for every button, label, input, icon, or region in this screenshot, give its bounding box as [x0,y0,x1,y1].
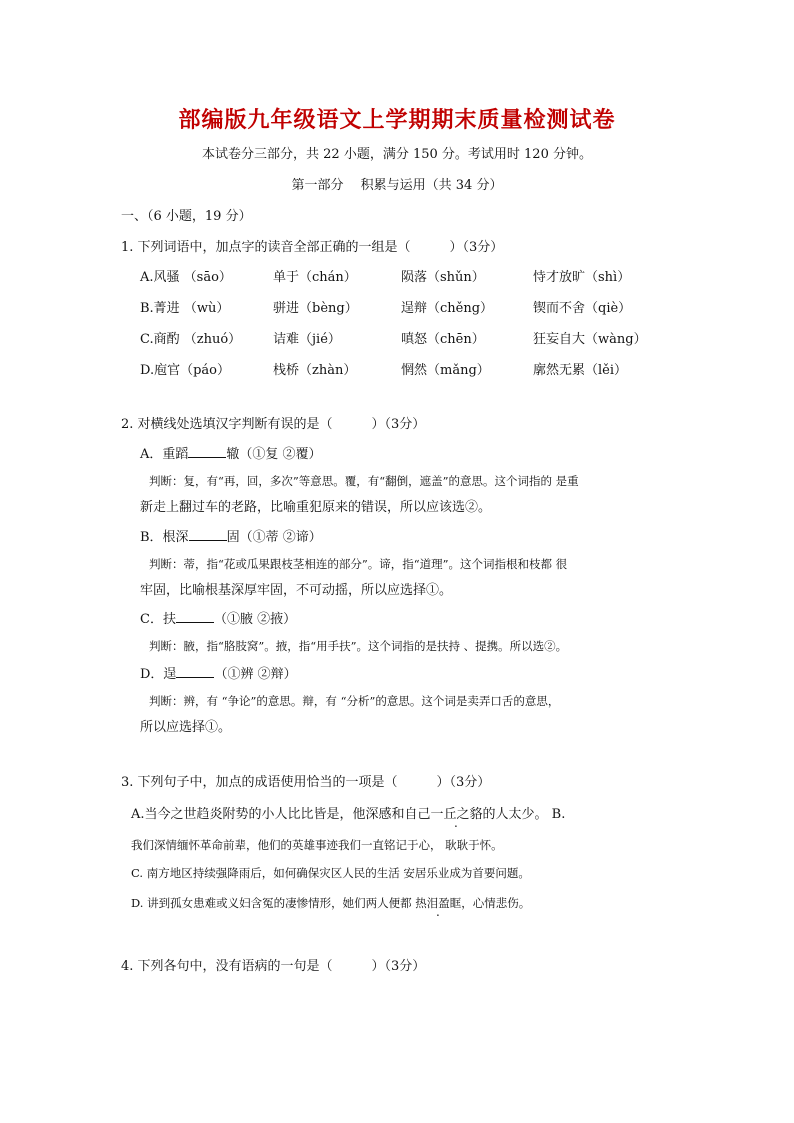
q1-option-c-1: C.商酌 （zhuó） [140,332,242,347]
q2-option-c [140,609,296,629]
q2-option-b-tail: 固（①蒂 ②谛） [226,530,322,545]
q2-option-d-tail: （①辨 ②辩） [214,667,297,682]
q2-judgment-a-line1: 判断：复，有“再，回，多次”等意思。覆，有“翻倒，遮盖”的意思。这个词指的 是重 [149,474,579,488]
q4-stem: 4. 下列各句中，没有语病的一句是（ ）（3分） [121,959,426,974]
q2-option-b-label: B．根深 [140,530,189,545]
q2-judgment-b-line2: 牢固，比喻根基深厚牢固，不可动摇，所以应选择①。 [140,583,453,598]
q2-option-b [140,527,322,547]
q2-judgment-d-line2: 所以应选择①。 [140,720,232,735]
exam-title: 部编版九年级语文上学期期末质量检测试卷 [178,108,616,133]
q1-option-d-1: D.庖官（páo） [140,363,230,378]
q1-option-d-2: 栈桥（zhàn） [273,363,357,378]
q1-option-d-4: 廓然无累（lěi） [533,363,628,378]
q3-option-a-post: 的人太少。 B. [482,807,566,822]
q3-option-a-idiom: 一丘之貉 [430,807,483,822]
part1-heading: 第一部分 积累与运用（共 34 分） [291,178,503,193]
q2-judgment-a-line2: 新走上翻过车的老路，比喻重犯原来的错误，所以应该选②。 [140,500,492,515]
q3-option-a [131,806,565,824]
q3-stem: 3. 下列句子中，加点的成语使用恰当的一项是（ ）（3分） [121,775,491,790]
q1-stem: 1. 下列词语中，加点字的读音全部正确的一组是（ ）（3分） [121,240,504,255]
q2-judgment-d-line1: 判断：辨，有 “争论”的意思。辩，有 “分析”的意思。这个词是卖弄口舌的意思， [149,694,560,708]
q2-option-d [140,664,297,684]
q1-option-a-3: 陨落（shǔn） [401,270,485,285]
q2-option-a-tail: 辙（①复 ②覆） [226,447,322,462]
section1-heading: 一、（6 小题，19 分） [121,209,252,224]
q1-option-b-4: 锲而不舍（qiè） [533,301,632,316]
fill-blank [176,664,214,678]
q2-judgment-c-line1: 判断：腋，指“胳肢窝”。掖，指“用手扶”。这个词指的是扶持 、提携。所以选②。 [149,639,568,653]
q1-option-b-1: B.菁进 （wù） [140,301,230,316]
q1-option-a-4: 恃才放旷（shì） [533,270,631,285]
q3-option-b: 我们深情缅怀革命前辈，他们的英雄事迹我们一直铭记于心， 耿耿于怀。 [131,838,503,852]
q2-judgment-b-line1: 判断：蒂，指“花或瓜果跟枝茎相连的部分”。谛，指“道理”。这个词指根和枝都 很 [149,557,568,571]
q3-option-a-pre: A.当今之世趋炎附势的小人比比皆是，他深感和自己 [131,807,431,822]
exam-intro: 本试卷分三部分，共 22 小题，满分 150 分。考试用时 120 分钟。 [202,147,592,162]
q1-option-d-3: 惘然（mǎng） [401,363,490,378]
q2-option-d-label: D．逞 [140,667,177,682]
q2-option-c-label: C．扶 [140,612,176,627]
fill-blank [176,609,214,623]
q2-option-a-label: A．重蹈 [140,447,189,462]
q1-option-a-1: A.风骚 （sāo） [140,270,232,285]
q2-option-a [140,444,322,464]
q2-option-c-tail: （①腋 ②掖） [213,612,297,627]
fill-blank [189,527,227,541]
q1-option-b-3: 逞辩（chěng） [401,301,494,316]
q3-option-d-pre: D. 讲到孤女患难或义妇含冤的凄惨情形，她们两人便都 [131,896,416,910]
q3-option-d-idiom: 热泪盈眶 [415,896,462,910]
q2-stem: 2. 对横线处选填汉字判断有误的是（ ）（3分） [121,417,426,432]
q3-option-c: C. 南方地区持续强降雨后，如何确保灾区人民的生活 安居乐业成为首要问题。 [131,866,530,880]
q3-option-d [131,894,530,912]
q3-option-d-post: ，心情悲伤。 [461,896,531,910]
q1-option-c-4: 狂妄自大（wàng） [533,332,647,347]
q1-option-c-3: 嗔怒（chēn） [401,332,485,347]
q1-option-b-2: 骈进（bèng） [273,301,358,316]
q1-option-c-2: 诘难（jié） [273,332,341,347]
fill-blank [188,444,226,458]
q1-option-a-2: 单于（chán） [273,270,357,285]
